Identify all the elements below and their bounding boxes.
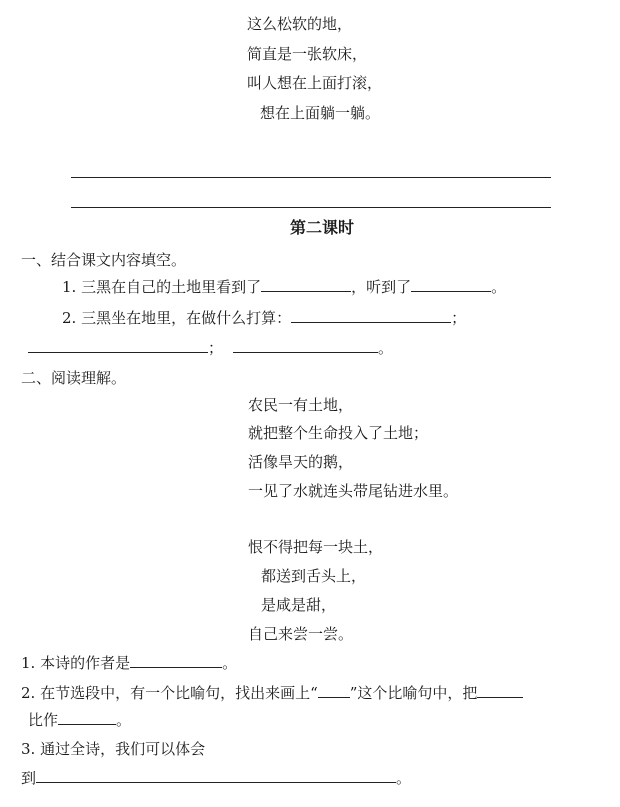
poem1-line-3: 叫人想在上面打滚， [247,74,383,92]
question-2-blank-object[interactable] [58,710,116,725]
question-2-text-c: 比作 [28,711,59,729]
question-3-blank-answer[interactable] [36,768,396,783]
poem1-line-2: 简直是一张软床， [247,45,368,63]
poem1-line-1: 这么松软的地， [247,15,353,33]
q2-text-c: ； [208,339,224,357]
lesson-title: 第二课时 [290,218,355,237]
poem1-line-4: 想在上面躺一躺。 [260,104,381,122]
answer-line-1[interactable] [71,177,551,178]
answer-line-2[interactable] [71,207,551,208]
question-1-end: 。 [222,654,238,672]
stanza2-line-1: 恨不得把每一块土， [248,538,384,556]
q1-blank-heard[interactable] [411,277,491,292]
stanza2-line-2: 都送到舌头上， [261,567,367,585]
stanza1-line-4: 一见了水就连头带尾钻进水里。 [248,482,459,500]
question-1 [21,653,237,673]
q2-text-a: 2. 三黑坐在地里，在做什么打算： [62,309,292,327]
question-1-text: 1. 本诗的作者是 [21,654,131,672]
section1-q2 [62,308,466,328]
stanza1-line-3: 活像旱天的鹅， [248,453,354,471]
q1-blank-seen[interactable] [261,277,351,292]
question-2-text-d: 。 [116,711,132,729]
q1-text-c: 。 [491,278,507,296]
question-3-text-b: 到 [21,769,37,787]
question-2 [21,683,523,703]
q2-blank-2[interactable] [28,338,208,353]
stanza1-line-2: 就把整个生命投入了土地； [248,424,429,442]
q2-text-b: ； [451,309,467,327]
question-2-text-b: ”这个比喻句中，把 [349,684,478,702]
q2-blank-3[interactable] [233,338,378,353]
q1-text-a: 1. 三黑在自己的土地里看到了 [62,278,262,296]
question-2-cont [28,710,131,730]
question-2-blank-mark[interactable] [318,683,350,698]
question-2-blank-subject[interactable] [477,683,523,698]
section1-q1 [62,277,506,297]
q2-blank-1[interactable] [291,308,451,323]
question-1-blank-author[interactable] [130,653,222,668]
question-3-text-c: 。 [396,769,412,787]
q1-text-b: ，听到了 [351,278,412,296]
section2-heading: 二、阅读理解。 [21,369,127,387]
stanza2-line-3: 是咸是甜， [261,596,337,614]
section1-heading: 一、结合课文内容填空。 [21,251,187,269]
section1-q2-cont [28,338,393,358]
stanza2-line-4: 自己来尝一尝。 [248,625,354,643]
question-3-cont [21,768,411,788]
question-3: 3. 通过全诗，我们可以体会 [21,740,206,758]
q2-text-d: 。 [378,339,394,357]
question-2-text-a: 2. 在节选段中，有一个比喻句，找出来画上“ [21,684,318,702]
stanza1-line-1: 农民一有土地， [248,396,354,414]
